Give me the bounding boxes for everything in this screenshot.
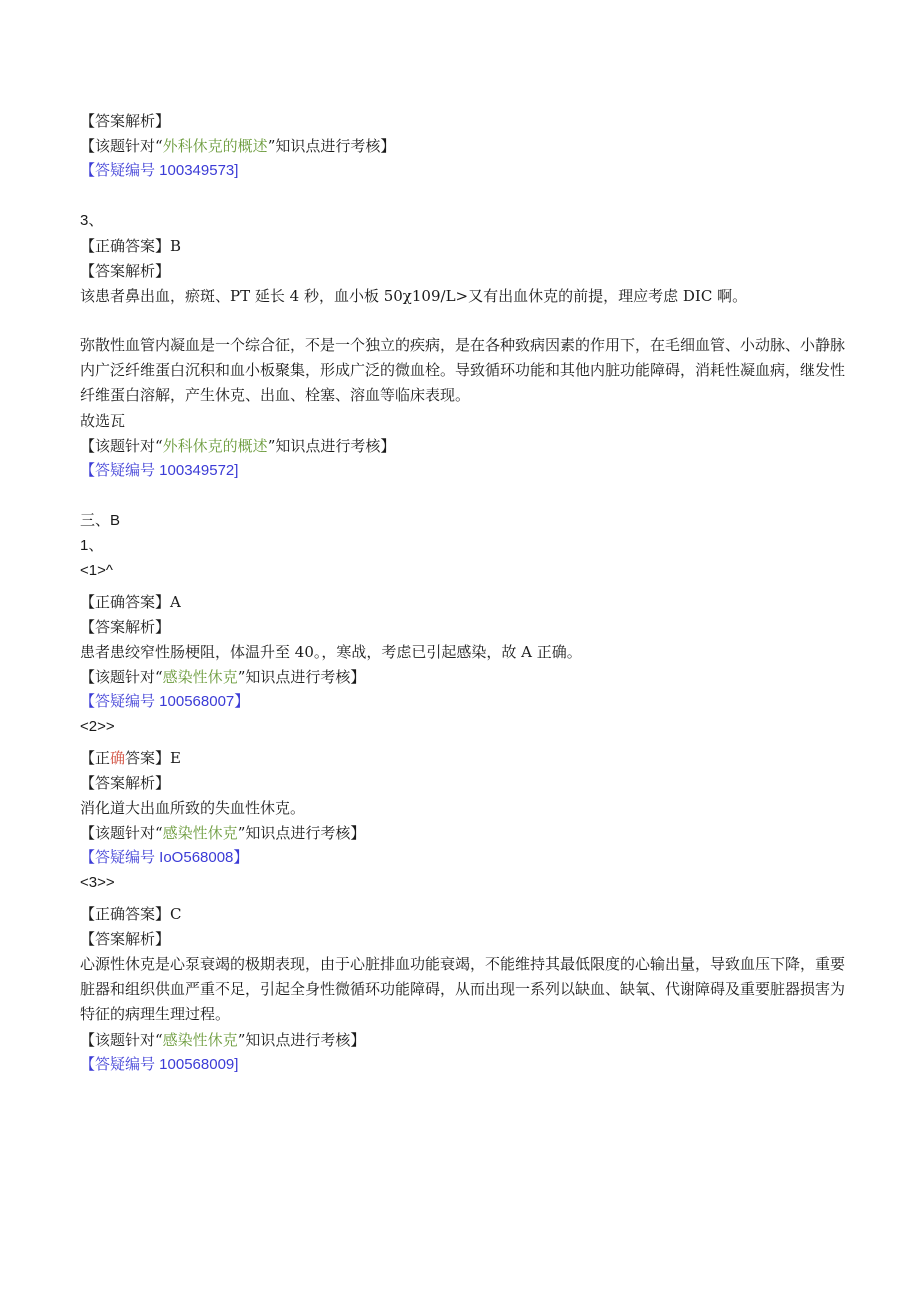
analysis-paragraph: 心源性休克是心泵衰竭的极期表现，由于心脏排血功能衰竭，不能维持其最低限度的心输出量，导致血压下降，重要脏器和组织供血严重不足，引起全身性微循环功能障碍，从而出现一系列以缺血、缺氧、代谢障碍及重要脏器损害为特征的病理生理过程。	[80, 955, 846, 1023]
analysis-label: 【答案解析】	[80, 112, 171, 130]
topic-name: 外科休克的概述	[162, 437, 268, 455]
subquestion-label: <1>^	[80, 562, 113, 579]
question-id: 【答疑编号 100568009]	[80, 1056, 239, 1073]
question-number: 3、	[80, 212, 104, 229]
analysis-text: 患者患绞窄性肠梗阻，体温升至 40。，寒战，考虑已引起感染，故 A 正确。	[80, 643, 582, 661]
correct-answer: 【正确答案】C	[80, 905, 182, 923]
question-id: 【答疑编号 100568007】	[80, 693, 250, 710]
subquestion-label: <2>>	[80, 718, 115, 735]
topic-reference: 【该题针对“感染性休克”知识点进行考核】	[80, 1031, 366, 1049]
topic-name: 感染性休克	[162, 668, 238, 686]
analysis-label: 【答案解析】	[80, 262, 171, 280]
topic-name: 感染性休克	[162, 1031, 238, 1049]
analysis-text: 该患者鼻出血，瘀斑、PT 延长 4 秒，血小板 50χ109∕L>又有出血休克的前提，理应考虑 DIC 啊。	[80, 287, 748, 305]
topic-name: 感染性休克	[162, 824, 238, 842]
subquestion-label: <3>>	[80, 874, 115, 891]
correct-answer: 【正确答案】A	[80, 593, 181, 611]
correct-answer: 【正确答案】B	[80, 237, 182, 255]
choice-text: 故选瓦	[80, 412, 126, 430]
analysis-label: 【答案解析】	[80, 774, 171, 792]
question-id: 【答疑编号 IoO568008】	[80, 849, 249, 866]
analysis-label: 【答案解析】	[80, 618, 171, 636]
section-heading: 三、B	[80, 512, 121, 529]
analysis-paragraph: 弥散性血管内凝血是一个综合征，不是一个独立的疾病，是在各种致病因素的作用下，在毛细血管、小动脉、小静脉内广泛纤维蛋白沉积和血小板聚集，形成广泛的微血栓。导致循环功能和其他内脏功能障碍，消耗性凝血病，继发性纤维蛋白溶解，产生休克、出血、栓塞、溶血等临床表现。	[80, 336, 846, 404]
topic-name: 外科休克的概述	[162, 137, 268, 155]
analysis-text: 消化道大出血所致的失血性休克。	[80, 799, 306, 817]
analysis-label: 【答案解析】	[80, 930, 171, 948]
topic-reference: 【该题针对“外科休克的概述”知识点进行考核】	[80, 437, 396, 455]
topic-reference: 【该题针对“感染性休克”知识点进行考核】	[80, 824, 366, 842]
question-number: 1、	[80, 537, 104, 554]
question-id: 【答疑编号 100349572]	[80, 462, 239, 479]
correct-answer: 【正确答案】E	[80, 749, 181, 767]
question-id: 【答疑编号 100349573]	[80, 162, 239, 179]
topic-reference: 【该题针对“外科休克的概述”知识点进行考核】	[80, 137, 396, 155]
topic-reference: 【该题针对“感染性休克”知识点进行考核】	[80, 668, 366, 686]
